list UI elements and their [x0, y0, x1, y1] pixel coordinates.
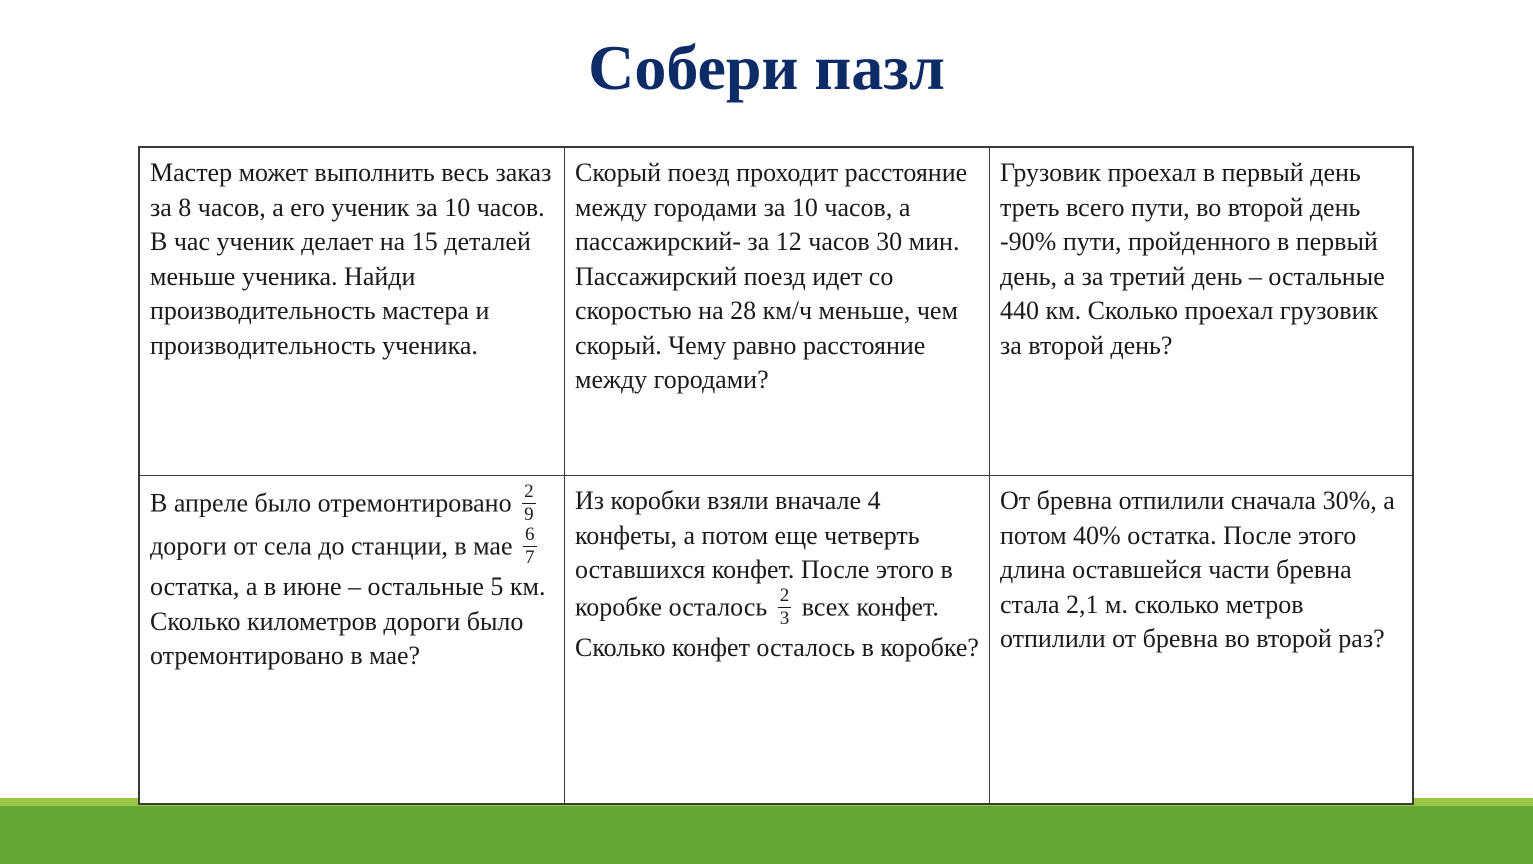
cell-6-text: От бревна отпилили сначала 30%, а потом 40% остатка. После этого длина оставшейся части бревна стала 2,1 м. сколько метров отпилили от бревна во второй раз?	[1000, 486, 1395, 653]
cell-4-text-part-1: В апреле было отремонтировано	[150, 488, 512, 518]
puzzle-cell-3	[990, 148, 1412, 476]
cell-5-text-part-2: всех конфет. Сколько конфет осталось в коробке?	[575, 591, 979, 662]
cell-4-text-part-2: дороги от села до станции, в мае	[150, 531, 513, 561]
fraction-denominator: 7	[525, 547, 535, 568]
fraction-2-9	[522, 482, 536, 525]
fraction-6-7	[523, 525, 537, 568]
puzzle-cell-4	[140, 476, 565, 803]
cell-2-text: Скорый поезд проходит расстояние между городами за 10 часов, а пассажирский- за 12 часов 30 мин. Пассажирский поезд идет со скоростью на 28 км/ч меньше, чем скорый. Чему равно расстояние между городами?	[575, 158, 968, 394]
cell-1-text: Мастер может выполнить весь заказ за 8 часов, а его ученик за 10 часов. В час ученик делает на 15 деталей меньше ученика. Найди производительность мастера и производительность ученика.	[150, 158, 552, 360]
footer-bar-dark	[0, 806, 1533, 864]
slide-title: Собери пазл	[588, 32, 945, 103]
fraction-denominator: 3	[779, 607, 790, 629]
fraction-numerator: 2	[779, 584, 790, 606]
puzzle-cell-1	[140, 148, 565, 476]
fraction-2-3	[778, 586, 792, 629]
fraction-denominator: 9	[524, 504, 534, 525]
cell-5-text-part-1: Из коробки взяли вначале 4 конфеты, а потом еще четверть оставшихся конфет. После этого в коробке осталось	[575, 486, 953, 621]
fraction-numerator: 6	[525, 524, 535, 545]
puzzle-cell-6	[990, 476, 1412, 803]
puzzle-cell-2	[565, 148, 990, 476]
puzzle-cell-5	[565, 476, 990, 803]
fraction-numerator: 2	[524, 481, 534, 502]
puzzle-table	[138, 146, 1414, 805]
cell-4-text-part-3: остатка, а в июне – остальные 5 км. Сколько километров дороги было отремонтировано в мае?	[150, 572, 546, 670]
cell-3-text: Грузовик проехал в первый день треть всего пути, во второй день -90% пути, пройденного в первый день, а за третий день – остальные 440 км. Сколько проехал грузовик за второй день?	[1000, 158, 1385, 360]
